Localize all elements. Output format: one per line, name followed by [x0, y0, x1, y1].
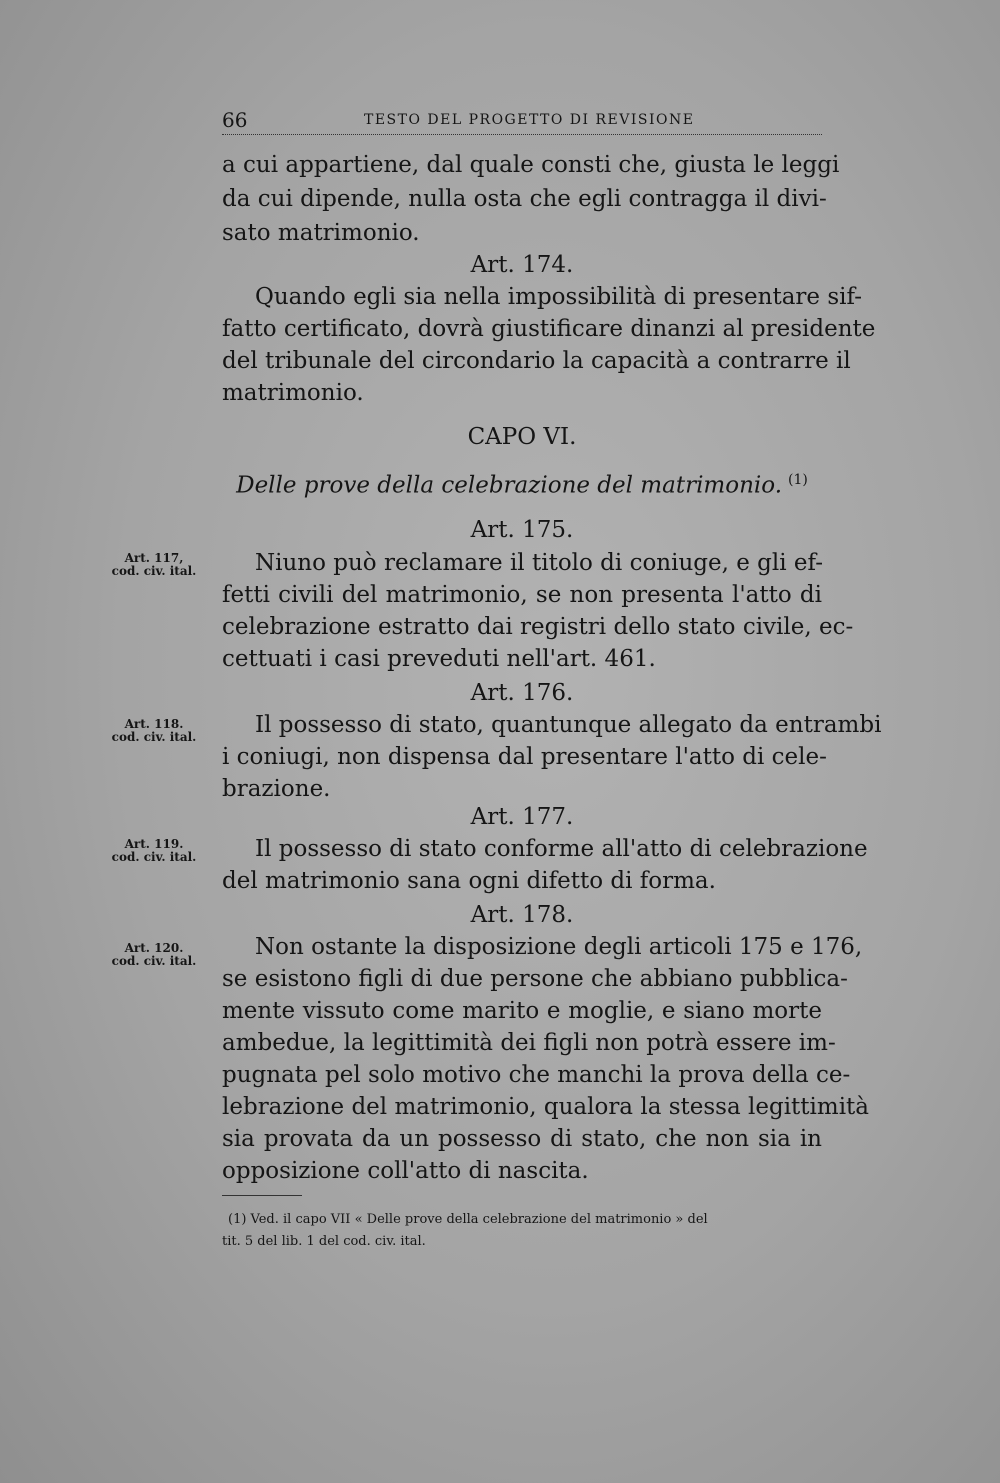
- page-header: [222, 108, 822, 135]
- chapter-heading: CAPO VI.: [467, 424, 577, 450]
- paragraph-line: mente vissuto come marito e moglie, e siano morte: [222, 998, 822, 1024]
- paragraph-line: da cui dipende, nulla osta che egli contragga il divi-: [222, 186, 827, 212]
- chapter-subtitle: [222, 465, 822, 501]
- paragraph-line: del matrimonio sana ogni difetto di forma.: [222, 868, 716, 894]
- article-heading: Art. 177.: [470, 804, 574, 830]
- margin-note: [108, 552, 200, 578]
- paragraph-line: Il possesso di stato conforme all'atto di celebrazione: [255, 836, 868, 862]
- footnote-line: (1) Ved. il capo VII « Delle prove della celebrazione del matrimonio » del: [228, 1212, 708, 1227]
- paragraph-line: matrimonio.: [222, 380, 364, 406]
- margin-note-article: Art. 120.: [124, 941, 184, 955]
- article-heading: Art. 176.: [470, 680, 574, 706]
- paragraph-line: brazione.: [222, 776, 331, 802]
- margin-note: [108, 838, 200, 864]
- paragraph-line: fatto certificato, dovrà giustificare dinanzi al presidente: [222, 316, 876, 342]
- paragraph-line: lebrazione del matrimonio, qualora la stessa legittimità: [222, 1094, 870, 1120]
- paragraph-line: i coniugi, non dispensa dal presentare l'atto di cele-: [222, 744, 827, 770]
- margin-note: [108, 942, 200, 968]
- footnote-marker: (1): [788, 472, 808, 488]
- paragraph-line: sia provata da un possesso di stato, che non sia in: [222, 1126, 822, 1152]
- paragraph-line: cettuati i casi preveduti nell'art. 461.: [222, 646, 656, 672]
- paragraph-line: Niuno può reclamare il titolo di coniuge, e gli ef-: [255, 550, 823, 576]
- paragraph-line: se esistono figli di due persone che abbiano pubblica-: [222, 966, 848, 992]
- paragraph-line: Non ostante la disposizione degli articoli 175 e 176,: [255, 934, 863, 960]
- paragraph-line: a cui appartiene, dal quale consti che, giusta le leggi: [222, 152, 840, 178]
- footnote-divider: [222, 1195, 302, 1196]
- paragraph-line: Il possesso di stato, quantunque allegato da entrambi: [255, 712, 882, 738]
- article-heading: Art. 174.: [470, 252, 574, 278]
- margin-note-code: cod. civ. ital.: [111, 730, 197, 744]
- paragraph-line: ambedue, la legittimità dei figli non potrà essere im-: [222, 1030, 836, 1056]
- running-title: TESTO DEL PROGETTO DI REVISIONE: [364, 112, 695, 128]
- paragraph-line: Quando egli sia nella impossibilità di presentare sif-: [255, 284, 862, 310]
- article-heading: Art. 175.: [470, 517, 574, 543]
- margin-note-article: Art. 117,: [124, 551, 184, 565]
- margin-note: [108, 718, 200, 744]
- article-heading: Art. 178.: [470, 902, 574, 928]
- margin-note-code: cod. civ. ital.: [111, 564, 197, 578]
- paragraph-line: pugnata pel solo motivo che manchi la prova della ce-: [222, 1062, 851, 1088]
- footnote-line: tit. 5 del lib. 1 del cod. civ. ital.: [222, 1234, 426, 1249]
- margin-note-article: Art. 118.: [124, 717, 184, 731]
- paragraph-line: celebrazione estratto dai registri dello stato civile, ec-: [222, 614, 854, 640]
- paragraph-line: del tribunale del circondario la capacità a contrarre il: [222, 348, 851, 374]
- paragraph-line: fetti civili del matrimonio, se non presenta l'atto di: [222, 582, 822, 608]
- margin-note-article: Art. 119.: [124, 837, 184, 851]
- margin-note-code: cod. civ. ital.: [111, 954, 197, 968]
- paragraph-line: sato matrimonio.: [222, 220, 420, 246]
- margin-note-code: cod. civ. ital.: [111, 850, 197, 864]
- chapter-subtitle-text: Delle prove della celebrazione del matrimonio.: [236, 472, 783, 499]
- paragraph-line: opposizione coll'atto di nascita.: [222, 1158, 589, 1184]
- page-number: 66: [222, 108, 248, 132]
